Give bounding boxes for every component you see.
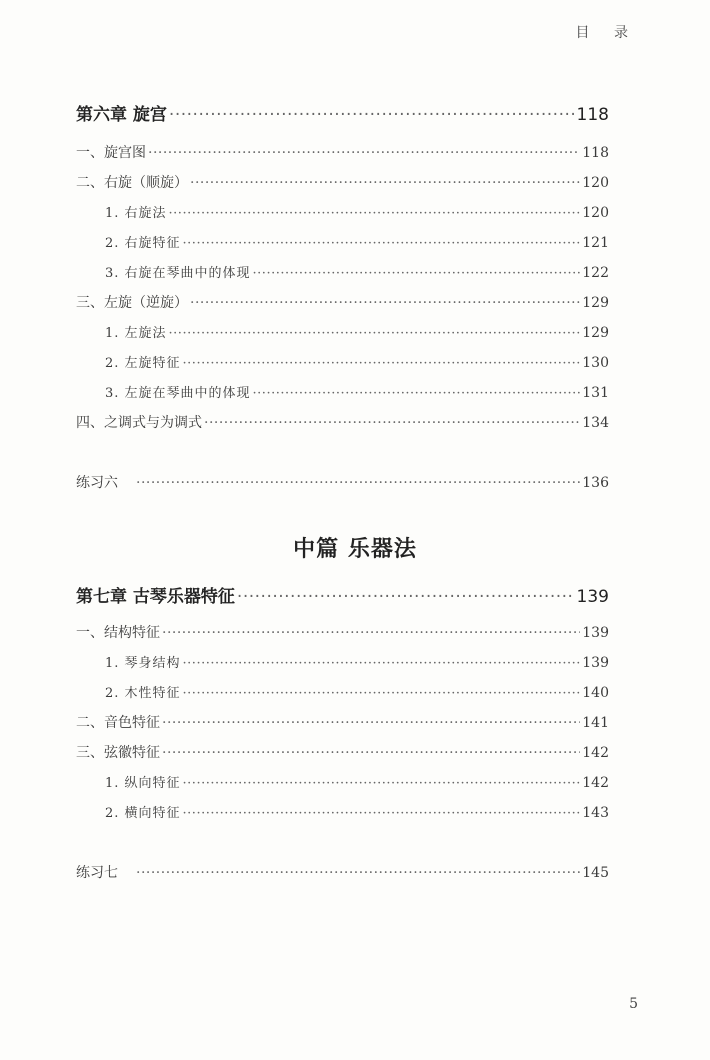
section-heading: 中篇 乐器法 — [293, 537, 417, 562]
toc-page: 134 — [582, 415, 609, 431]
toc-label: 1. 纵向特征 — [105, 776, 181, 791]
toc-page: 136 — [582, 475, 609, 491]
toc-label: 2. 左旋特征 — [105, 356, 181, 371]
toc-label: 第七章 古琴乐器特征 — [76, 587, 235, 607]
toc-page: 122 — [582, 265, 609, 281]
toc-page: 120 — [582, 175, 609, 191]
toc-subentry[interactable] — [105, 682, 609, 701]
toc-label: 练习六 — [76, 475, 118, 491]
toc-label: 一、旋宫图 — [76, 145, 146, 161]
leader-dots — [148, 145, 580, 161]
toc-label: 第六章 旋宫 — [76, 105, 167, 125]
leader-dots — [169, 105, 575, 125]
toc-page: 129 — [582, 295, 609, 311]
leader-dots — [183, 656, 581, 671]
toc-subentry[interactable] — [105, 802, 609, 821]
leader-dots — [183, 236, 581, 251]
toc-page: 130 — [582, 355, 609, 371]
toc-entry[interactable] — [76, 742, 609, 762]
toc-entry[interactable] — [76, 712, 609, 732]
running-header: 目 录 — [575, 25, 638, 41]
leader-dots — [136, 865, 580, 881]
toc-page: 118 — [576, 105, 609, 125]
toc-label: 2. 横向特征 — [105, 806, 181, 821]
leader-dots — [136, 475, 580, 491]
toc-page: 143 — [582, 805, 609, 821]
toc-label: 2. 右旋特征 — [105, 236, 181, 251]
toc-page: 120 — [582, 205, 609, 221]
toc-subentry[interactable] — [105, 262, 609, 281]
toc-label: 一、结构特征 — [76, 625, 160, 641]
toc-label: 三、左旋（逆旋） — [76, 295, 188, 311]
leader-dots — [183, 356, 581, 371]
toc-subentry[interactable] — [105, 232, 609, 251]
toc-entry[interactable] — [76, 412, 609, 432]
leader-dots — [162, 745, 580, 761]
leader-dots — [204, 415, 580, 431]
toc-label: 3. 右旋在琴曲中的体现 — [105, 266, 251, 281]
toc-page: 139 — [576, 587, 609, 607]
toc-label: 1. 琴身结构 — [105, 656, 181, 671]
toc-label: 四、之调式与为调式 — [76, 415, 202, 431]
leader-dots — [183, 776, 581, 791]
toc-page: 131 — [582, 385, 609, 401]
leader-dots — [253, 386, 581, 401]
toc-subentry[interactable] — [105, 382, 609, 401]
toc-subentry[interactable] — [105, 772, 609, 791]
toc-label: 二、音色特征 — [76, 715, 160, 731]
toc-chapter-6[interactable] — [76, 100, 609, 125]
toc-page: 129 — [582, 325, 609, 341]
toc-page: 140 — [582, 685, 609, 701]
toc-exercise[interactable] — [76, 472, 609, 492]
page-number: 5 — [629, 996, 638, 1012]
toc-entry[interactable] — [76, 142, 609, 162]
leader-dots — [162, 715, 580, 731]
leader-dots — [162, 625, 580, 641]
toc-subentry[interactable] — [105, 322, 609, 341]
toc-label: 1. 左旋法 — [105, 326, 167, 341]
leader-dots — [190, 295, 580, 311]
toc-page: 145 — [582, 865, 609, 881]
leader-dots — [237, 587, 575, 607]
leader-dots — [190, 175, 580, 191]
toc-entry[interactable] — [76, 172, 609, 192]
toc-label: 2. 木性特征 — [105, 686, 181, 701]
toc-entry[interactable] — [76, 292, 609, 312]
toc-page: 142 — [582, 775, 609, 791]
toc-label: 二、右旋（顺旋） — [76, 175, 188, 191]
toc-label: 1. 右旋法 — [105, 206, 167, 221]
leader-dots — [253, 266, 581, 281]
leader-dots — [183, 686, 581, 701]
toc-entry[interactable] — [76, 622, 609, 642]
toc-page: 139 — [582, 625, 609, 641]
toc-chapter-7[interactable] — [76, 582, 609, 607]
toc-page: 141 — [582, 715, 609, 731]
toc-label: 三、弦徽特征 — [76, 745, 160, 761]
toc-page: 121 — [582, 235, 609, 251]
toc-page: 118 — [582, 145, 609, 161]
leader-dots — [183, 806, 581, 821]
toc-label: 3. 左旋在琴曲中的体现 — [105, 386, 251, 401]
toc-page: 139 — [582, 655, 609, 671]
toc-subentry[interactable] — [105, 652, 609, 671]
toc-subentry[interactable] — [105, 352, 609, 371]
toc-exercise[interactable] — [76, 862, 609, 882]
toc-page: 142 — [582, 745, 609, 761]
toc-subentry[interactable] — [105, 202, 609, 221]
toc-label: 练习七 — [76, 865, 118, 881]
leader-dots — [169, 326, 581, 341]
leader-dots — [169, 206, 581, 221]
